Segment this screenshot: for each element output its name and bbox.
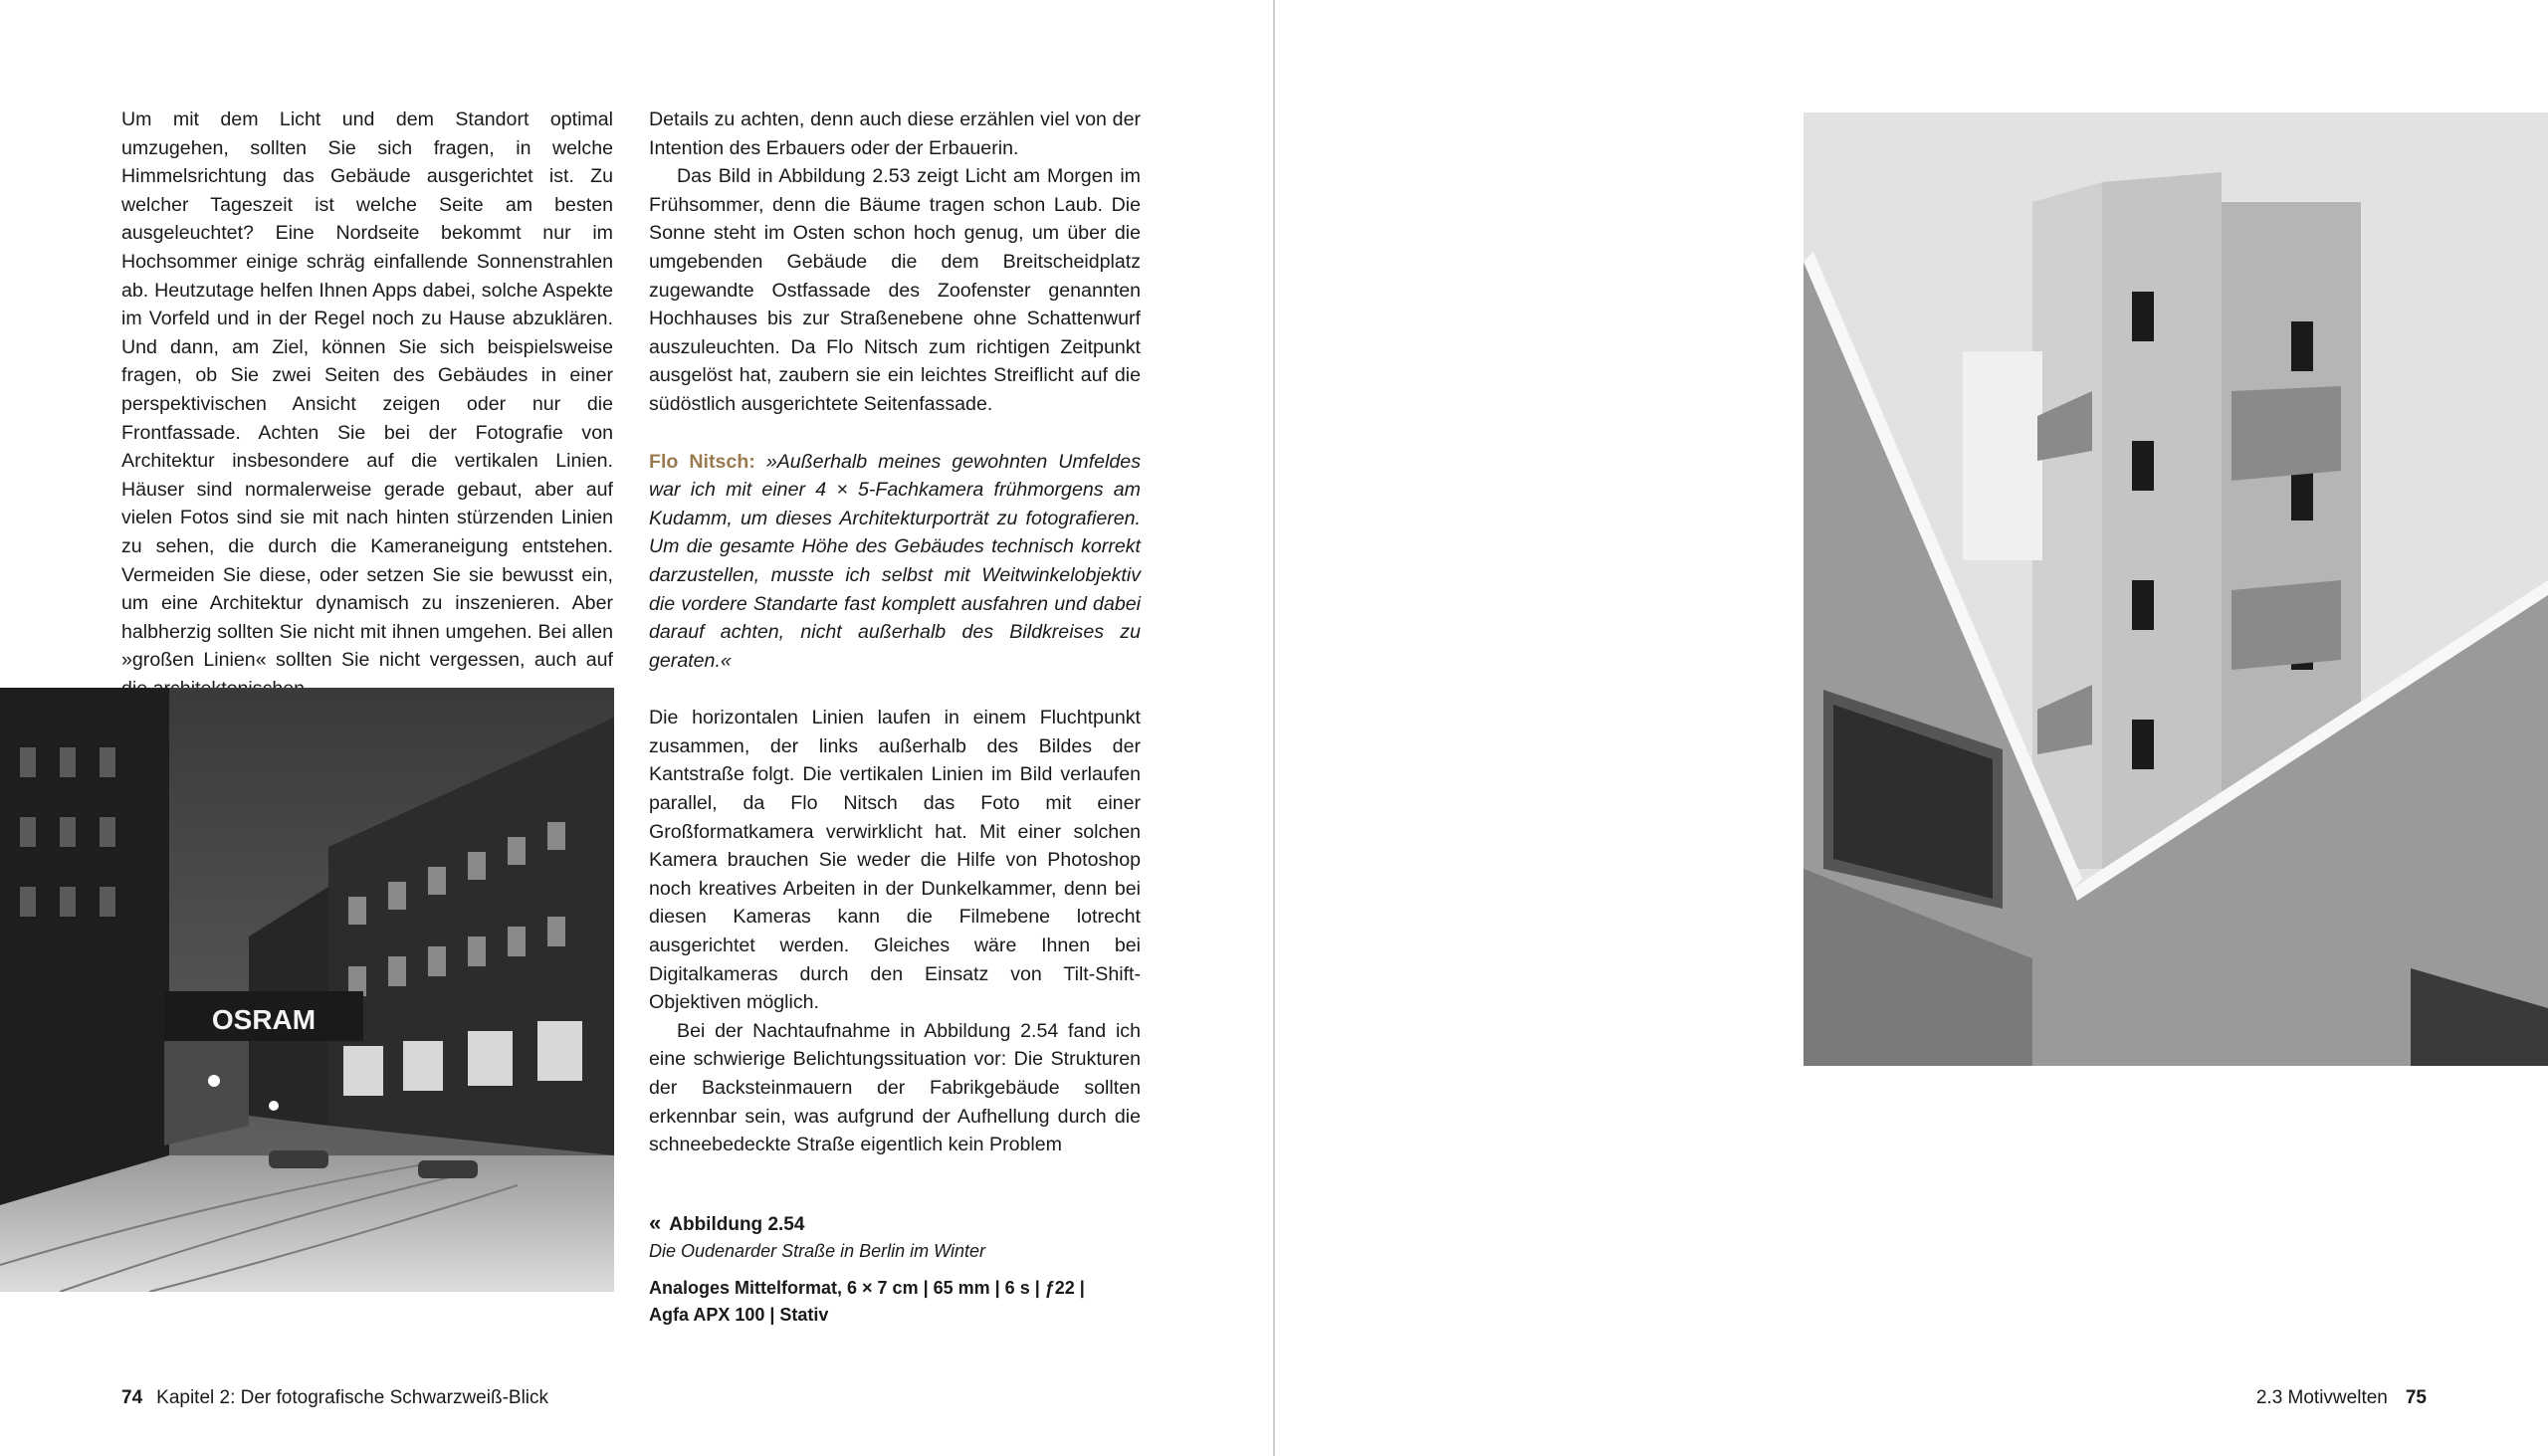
right-footer [2256,1387,2427,1409]
caption-description: Die Oudenarder Straße in Berlin im Winter [649,1241,985,1261]
body-paragraph: Um mit dem Licht und dem Standort optimal umzugehen, sollten Sie sich fragen, in welche Himmelsrichtung das Gebäude ausgerichtet ist. Zu welcher Tageszeit ist welche Seite am besten ausgeleuchtet? Eine Nordseite bekommt nur im Hochsommer einige schräg einfallende Sonnenstrahlen ab. Heutzutage helfen Ihnen Apps dabei, solche Aspekte im Vorfeld und in der Regel noch zu Hause abzuklären. Und dann, am Ziel, können Sie sich beispielsweise fragen, ob Sie zwei Seiten des Gebäudes in einer perspektivischen Ansicht zeigen oder nur die Frontfassade. Achten Sie bei der Fotografie von Architektur insbesondere auf die vertikalen Linien. Häuser sind normalerweise gerade gebaut, aber auf vielen Fotos sind sie mit nach hinten stürzenden Linien zu sehen, die durch die Kameraneigung entstehen. Vermeiden Sie diese, oder setzen Sie sie bewusst ein, um eine Architektur dynamisch zu inszenieren. Aber halbherzig sollten Sie nicht mit ihnen umgehen. Bei allen »großen Linien« sollten Sie nicht vergessen, auch auf [121,108,613,672]
right-page [1274,0,2548,1456]
quote-speaker: Flo Nitsch: [649,450,755,473]
running-section-title: 2.3 Motivwelten [2255,1387,2388,1408]
caption-title: Abbildung 2.54 [669,1214,805,1235]
figure-2-55-photo [1804,112,2548,1066]
figure-2-54-caption [649,1209,1087,1329]
quote-text: »Außerhalb meines gewohnten Umfeldes war ich mit einer 4 × 5-Fachkamera frühmorgens am Kudamm, um dieses Architekturporträt zu fotografieren. Um die gesamte Höhe des Gebäudes technisch korrekt darzustellen, musste ich selbst mit Weitwinkelobjektiv die vordere Standarte fast komplett ausfahren und dabei darauf achten, nicht außerhalb des Bildkreises zu geraten.« [649,450,1141,672]
running-chapter-title: Kapitel 2: Der fotografische Schwarzweiß-Blick [156,1387,549,1408]
figure-2-54-photo [0,688,614,1292]
body-paragraph: Die horizontalen Linien laufen in einem Fluchtpunkt zusammen, der links außerhalb des Bildes der Kantstraße folgt. Die vertikalen Linien im Bild verlaufen parallel, da Flo Nitsch das Foto mit einer Großformatkamera verwirklicht hat. Mit einer solchen Kamera brauchen Sie weder die Hilfe von Photoshop noch kreatives Arbeiten in der Dunkelkammer, denn bei diesen Kameras kann die Filmebene lotrecht ausgerichtet werden. Gleiches wäre Ihnen bei Digitalkameras durch den Einsatz von Tilt-Shift-Objektiven möglich. [649,707,1141,1014]
left-text-column-2 [649,105,1141,1159]
page-number: 74 [121,1387,143,1408]
body-paragraph: Bei der Nachtaufnahme in Abbildung 2.54 fand ich eine schwierige Belichtungssituation vor: Die Strukturen der Backsteinmauern der Fabrikgebäude sollten erkennbar sein, was aufgrund der Aufhellung durch die schneebedeckte Straße eigentlich kein Problem [649,1019,1141,1156]
page-number: 75 [2405,1387,2427,1408]
osram-sign: OSRAM [211,1004,317,1035]
body-paragraph: Details zu achten, denn auch diese erzählen viel von der Intention des Erbauers oder der Erbauerin. [649,108,1141,159]
left-text-column-1 [121,105,613,703]
caption-arrow: « [649,1210,662,1235]
quote-paragraph [649,448,1141,676]
caption-technical: Analoges Mittelformat, 6 × 7 cm | 65 mm | 6 s | ƒ22 | Agfa APX 100 | Stativ [649,1278,1085,1325]
body-paragraph: Das Bild in Abbildung 2.53 zeigt Licht am Morgen im Frühsommer, denn die Bäume tragen schon Laub. Die Sonne steht im Osten schon hoch genug, um über die umgebenden Gebäude die dem Breitscheidplatz zugewandte Ostfassade des Zoofenster genannten Hochhauses bis zur Straßenebene ohne Schattenwurf auszuleuchten. Da Flo Nitsch zum richtigen Zeitpunkt ausgelöst hat, zaubern sie ein leichtes Streiflicht auf die südöstlich ausgerichtete Seitenfassade. [649,165,1141,415]
left-footer [121,1387,548,1409]
